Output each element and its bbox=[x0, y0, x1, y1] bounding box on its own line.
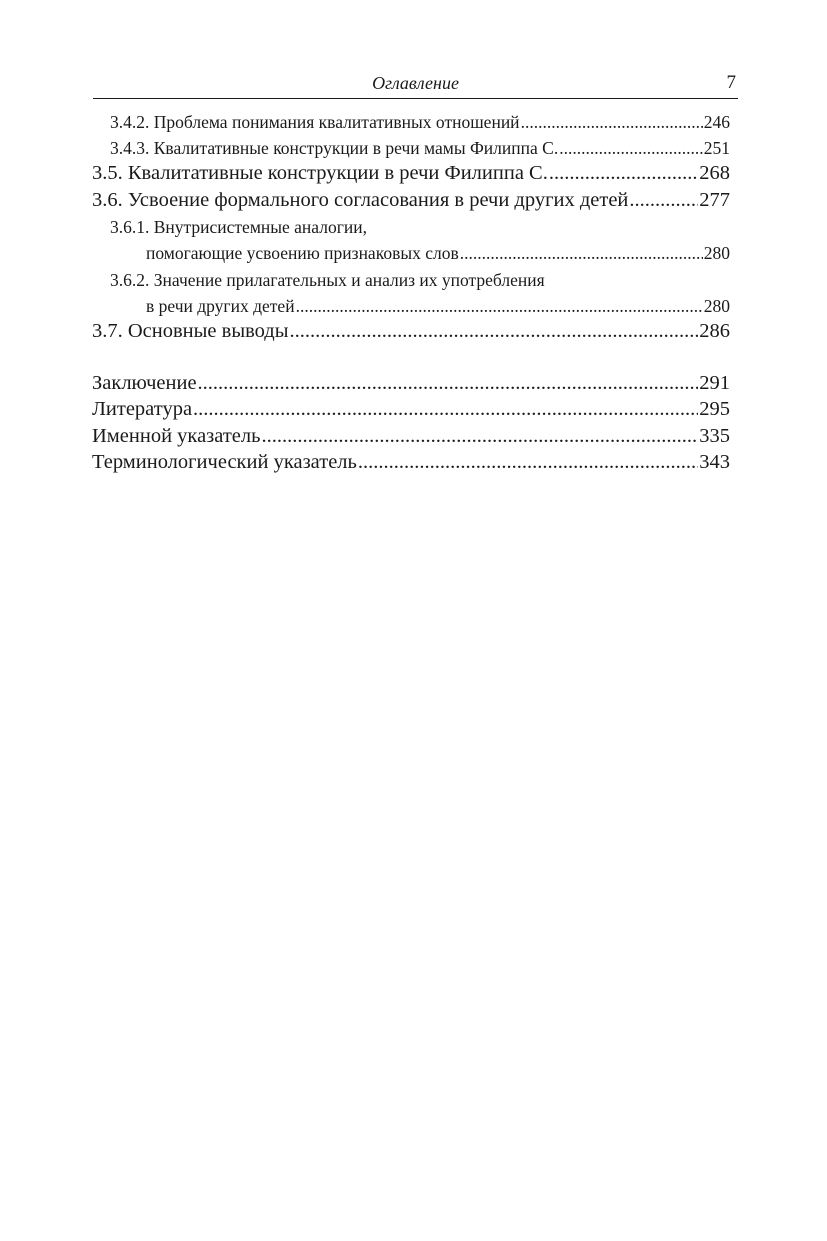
toc-entry-page: 251 bbox=[703, 138, 730, 158]
toc-entry-page: 295 bbox=[699, 398, 730, 420]
dot-leader bbox=[559, 138, 703, 159]
dot-leader bbox=[358, 451, 698, 474]
toc-entry-3-6-1[interactable] bbox=[146, 243, 730, 264]
header-title: Оглавление bbox=[372, 73, 459, 93]
toc-entry-3-7[interactable] bbox=[92, 320, 730, 343]
toc-entry-page: 335 bbox=[699, 425, 730, 447]
toc-entry-label: 3.4.3. Квалитативные конструкции в речи мамы Филиппа С. bbox=[110, 138, 559, 158]
toc-entry-literature[interactable] bbox=[92, 398, 730, 421]
toc-entry-page: 280 bbox=[703, 243, 730, 263]
dot-leader bbox=[460, 243, 703, 264]
toc-entry-page: 268 bbox=[699, 162, 730, 184]
toc-entry-page: 277 bbox=[699, 189, 730, 211]
toc-entry-label: в речи других детей bbox=[146, 296, 295, 316]
toc-entry-conclusion[interactable] bbox=[92, 372, 730, 395]
toc-entry-label: 3.7. Основные выводы bbox=[92, 320, 289, 342]
dot-leader bbox=[549, 162, 698, 185]
toc-entry-page: 280 bbox=[703, 296, 730, 316]
toc-entry-label: 3.5. Квалитативные конструкции в речи Филиппа С. bbox=[92, 162, 548, 184]
toc-entry-3-6-2[interactable] bbox=[146, 296, 730, 317]
dot-leader bbox=[521, 112, 703, 133]
toc-entry-page: 286 bbox=[699, 320, 730, 342]
toc-entry-3-4-2[interactable] bbox=[110, 112, 730, 133]
dot-leader bbox=[193, 398, 698, 421]
toc-entry-label: Терминологический указатель bbox=[92, 451, 357, 473]
dot-leader bbox=[296, 296, 703, 317]
toc-entry-page: 246 bbox=[703, 112, 730, 132]
toc-entry-name-index[interactable] bbox=[92, 425, 730, 448]
toc-entry-page: 343 bbox=[699, 451, 730, 473]
toc-entry-label: Именной указатель bbox=[92, 425, 261, 447]
toc-entry-3-6[interactable] bbox=[92, 189, 730, 212]
toc-entry-3-6-1-line1[interactable]: 3.6.1. Внутрисистемные аналогии, bbox=[110, 217, 367, 237]
toc-entry-3-6-2-line1[interactable]: 3.6.2. Значение прилагательных и анализ их употребления bbox=[110, 270, 545, 290]
toc-entry-3-5[interactable] bbox=[92, 162, 730, 185]
toc-entry-label: Заключение bbox=[92, 372, 197, 394]
toc-entry-label: 3.6. Усвоение формального согласования в речи других детей bbox=[92, 189, 629, 211]
dot-leader bbox=[198, 372, 699, 395]
header-page-number: 7 bbox=[726, 72, 736, 93]
toc-entry-label: Литература bbox=[92, 398, 193, 420]
dot-leader bbox=[629, 189, 698, 212]
running-header bbox=[93, 72, 738, 99]
toc-entry-3-4-3[interactable] bbox=[110, 138, 730, 159]
toc-entry-page: 291 bbox=[699, 372, 730, 394]
toc-entry-term-index[interactable] bbox=[92, 451, 730, 474]
toc-entry-label: 3.4.2. Проблема понимания квалитативных отношений bbox=[110, 112, 520, 132]
toc-entry-label: помогающие усвоению признаковых слов bbox=[146, 243, 459, 263]
dot-leader bbox=[290, 320, 699, 343]
dot-leader bbox=[261, 425, 698, 448]
